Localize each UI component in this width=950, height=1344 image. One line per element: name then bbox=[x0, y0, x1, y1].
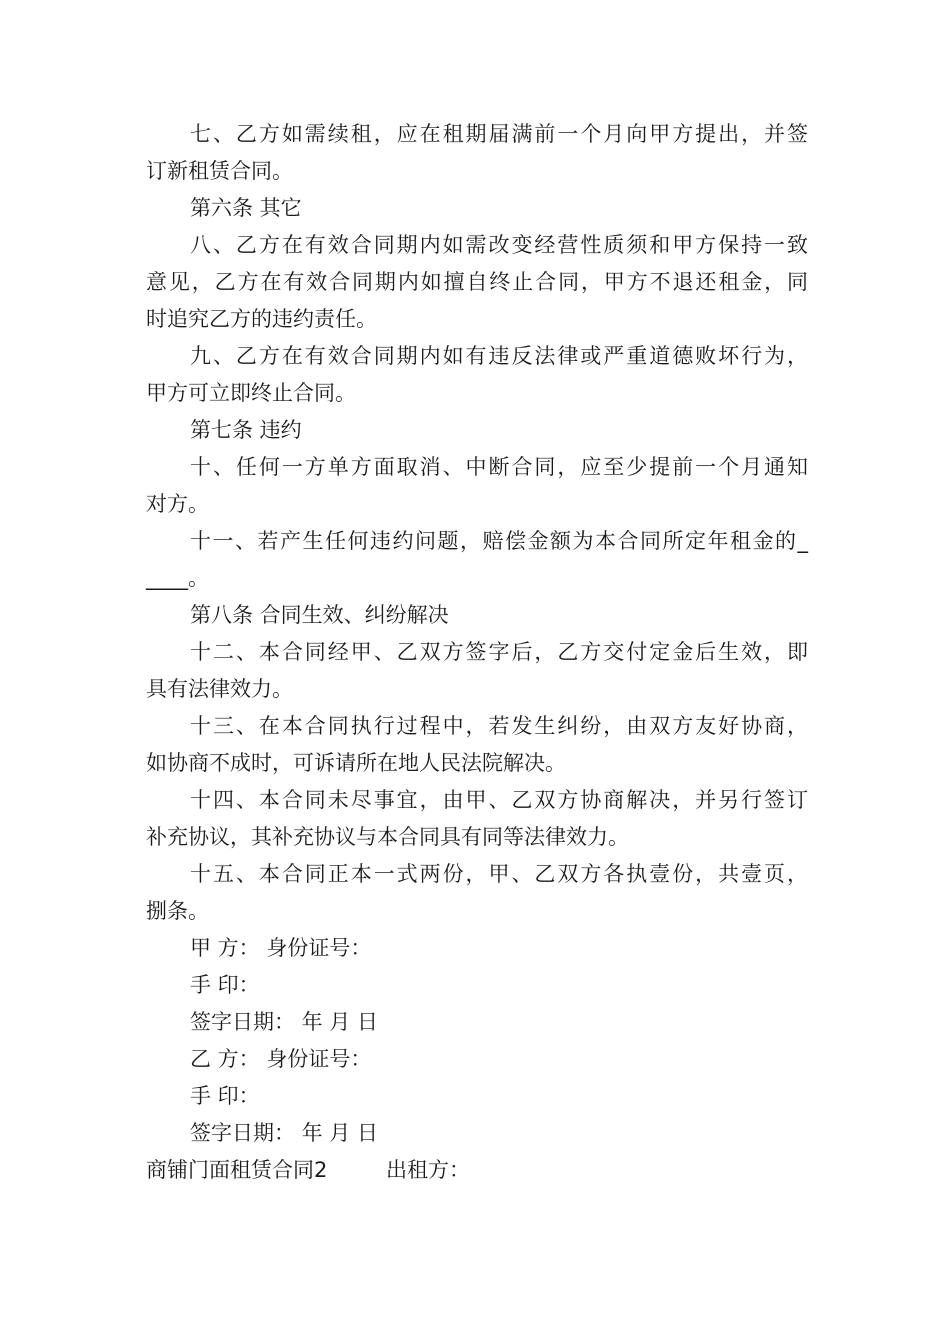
text-line: 十五、本合同正本一式两份，甲、乙双方各执壹份，共壹页， bbox=[190, 862, 808, 886]
text-line: 九、乙方在有效合同期内如有违反法律或严重道德败坏行为， bbox=[190, 344, 808, 368]
clause-15 bbox=[146, 856, 808, 930]
clause-8 bbox=[146, 227, 808, 338]
section-heading: 第六条 其它 bbox=[190, 196, 302, 220]
section-heading: 第八条 合同生效、纠纷解决 bbox=[190, 603, 449, 627]
clause-14 bbox=[146, 782, 808, 856]
text-line: 十一、若产生任何违约问题，赔偿金额为本合同所定年租金的_ bbox=[190, 529, 808, 553]
text-line: 补充协议，其补充协议与本合同具有同等法律效力。 bbox=[146, 825, 629, 849]
text-line: 时追究乙方的违约责任。 bbox=[146, 307, 377, 331]
clause-11 bbox=[146, 523, 808, 597]
text-line: 十二、本合同经甲、乙双方签字后，乙方交付定金后生效，即 bbox=[190, 640, 808, 664]
text-line: 八、乙方在有效合同期内如需改变经营性质须和甲方保持一致 bbox=[190, 233, 808, 257]
text-line: 捌条。 bbox=[146, 899, 209, 923]
party-b-date-line: 签字日期： 年 月 日 bbox=[190, 1121, 379, 1145]
clause-7 bbox=[146, 116, 808, 190]
text-line: 十四、本合同未尽事宜，由甲、乙双方协商解决，并另行签订 bbox=[190, 788, 808, 812]
clause-10 bbox=[146, 449, 808, 523]
text-line: ____。 bbox=[146, 566, 209, 590]
document-body bbox=[146, 116, 808, 1189]
article-8-heading bbox=[146, 597, 808, 634]
text-line: 十三、在本合同执行过程中，若发生纠纷，由双方友好协商， bbox=[190, 714, 808, 738]
text-line: 对方。 bbox=[146, 492, 209, 516]
text-line: 具有法律效力。 bbox=[146, 677, 293, 701]
party-a-signature-block bbox=[146, 930, 808, 1041]
article-7-heading bbox=[146, 412, 808, 449]
party-b-signature-block bbox=[146, 1041, 808, 1152]
party-a-date-line: 签字日期： 年 月 日 bbox=[190, 1010, 379, 1034]
party-b-id-line: 乙 方： 身份证号： bbox=[190, 1047, 372, 1071]
party-b-fingerprint-line: 手 印： bbox=[190, 1084, 260, 1108]
section-heading: 第七条 违约 bbox=[190, 418, 302, 442]
text-line: 七、乙方如需续租，应在租期届满前一个月向甲方提出，并签 bbox=[190, 122, 808, 146]
clause-12 bbox=[146, 634, 808, 708]
party-a-fingerprint-line: 手 印： bbox=[190, 973, 260, 997]
text-line: 甲方可立即终止合同。 bbox=[146, 381, 356, 405]
text-line: 订新租赁合同。 bbox=[146, 159, 293, 183]
clause-13 bbox=[146, 708, 808, 782]
text-line: 意见，乙方在有效合同期内如擅自终止合同，甲方不退还租金，同 bbox=[146, 270, 808, 294]
article-6-heading bbox=[146, 190, 808, 227]
next-contract-heading bbox=[146, 1152, 808, 1189]
next-contract-title: 商铺门面租赁合同2 bbox=[146, 1158, 328, 1182]
text-line: 如协商不成时，可诉请所在地人民法院解决。 bbox=[146, 751, 566, 775]
text-line: 十、任何一方单方面取消、中断合同，应至少提前一个月通知 bbox=[190, 455, 808, 479]
clause-9 bbox=[146, 338, 808, 412]
lessor-label: 出租方： bbox=[386, 1158, 470, 1182]
party-a-id-line: 甲 方： 身份证号： bbox=[190, 936, 372, 960]
